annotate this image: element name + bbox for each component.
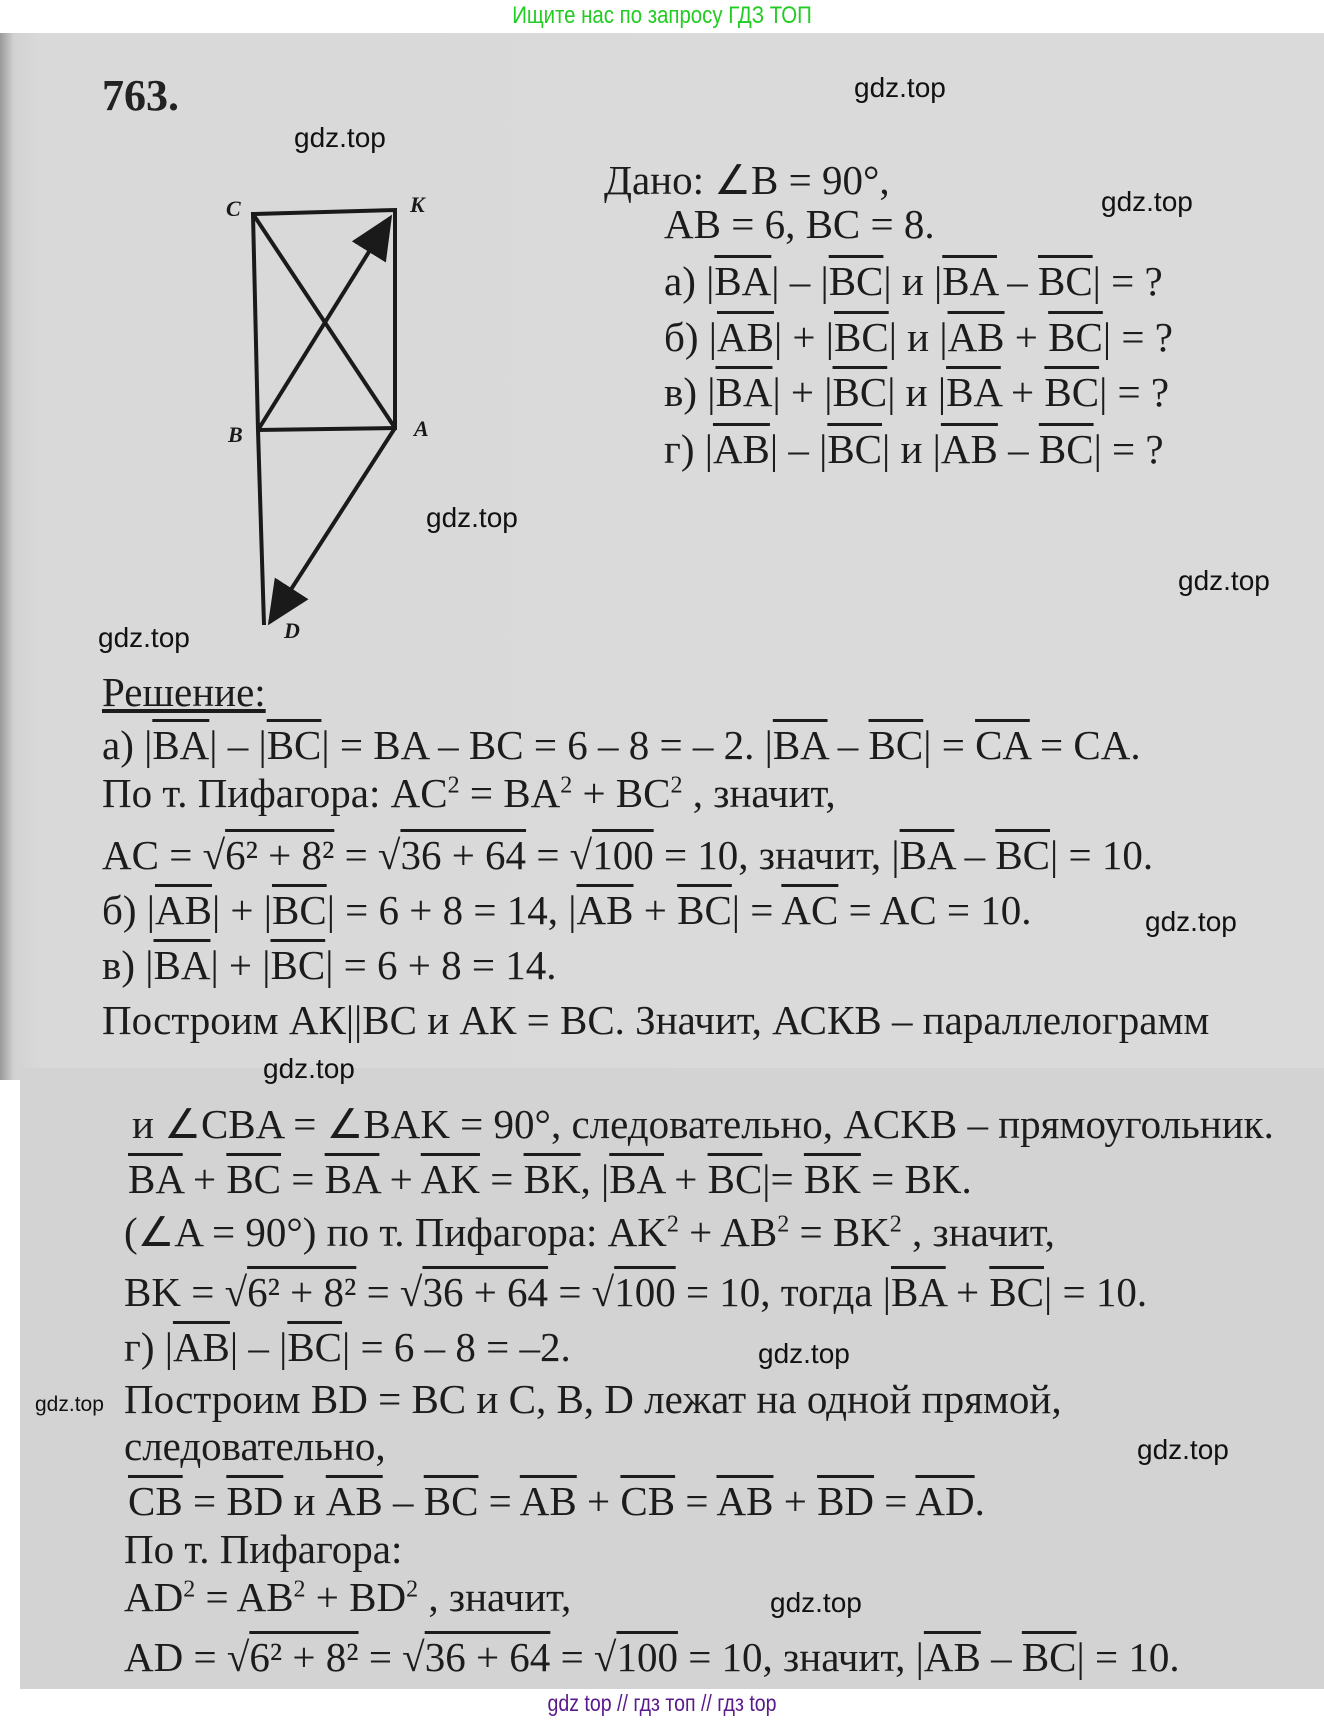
text-segment: = [479, 1156, 524, 1202]
exponent: 2 [560, 772, 573, 799]
vector-term: 6² + 8² [225, 832, 335, 878]
watermark: gdz.top [294, 122, 386, 153]
text-segment: + [633, 887, 678, 933]
text-segment: | = [731, 887, 782, 933]
exponent: 2 [777, 1211, 790, 1238]
text-segment: + [945, 1269, 990, 1315]
text-segment: | и | [888, 314, 948, 360]
vector-term: 6² + 8² [249, 1634, 359, 1680]
text-segment: AD = √ [124, 1634, 250, 1680]
text-line [102, 832, 1154, 878]
text-segment: (∠A = 90°) по т. Пифагора: AK [124, 1209, 667, 1255]
text-segment: = √ [358, 1634, 425, 1680]
text-line [102, 770, 836, 816]
footer-links[interactable]: gdz top // гдз топ // гдз top [547, 1690, 777, 1716]
vector-term: $\overline{BA}$ [715, 369, 773, 415]
label-b: B [228, 422, 243, 447]
vector-term: $\overline{BC}$ [834, 314, 889, 360]
text-segment: | = BA – BC = 6 – 8 = – 2. | [321, 722, 773, 768]
text-segment: | = 6 – 8 = –2. [342, 1324, 571, 1370]
text-line [132, 1101, 1274, 1147]
text-segment: Построим АК||ВС и АК = ВС. Значит, АСКВ – параллелограмм [102, 997, 1210, 1043]
vector-term: $\overline{AB}$ [154, 887, 212, 933]
vector-term: $\overline{BA}$ [942, 258, 997, 304]
text-line [102, 887, 1032, 933]
text-line [124, 1634, 1180, 1680]
text-line [124, 1269, 1148, 1315]
text-segment: – [382, 1478, 424, 1524]
vector-term: $\overline{CB}$ [128, 1478, 183, 1524]
vector-term: $\overline{BC}$ [266, 722, 322, 768]
vector-term: $\overline{BC}$ [989, 1269, 1045, 1315]
label-d: D [284, 618, 300, 643]
watermark: gdz.top [770, 1587, 862, 1618]
text-segment: , значит, [418, 1574, 572, 1620]
vector-term: $\overline{BC}$ [423, 1478, 479, 1524]
text-segment: = [281, 1156, 325, 1202]
exponent: 2 [666, 1211, 679, 1238]
vector-term: $\overline{AB}$ [923, 1634, 981, 1680]
label-c: C [226, 196, 241, 221]
vector-term: $\overline{BA}$ [153, 942, 211, 988]
text-segment: |= [762, 1156, 804, 1202]
exponent: 2 [889, 1211, 902, 1238]
vector-term: $\overline{BC}$ [1044, 369, 1100, 415]
text-segment: = [182, 1478, 227, 1524]
text-segment: – [980, 1634, 1022, 1680]
text-line [604, 157, 890, 203]
text-segment: | = 10. [1044, 1269, 1148, 1315]
vector-term: $\overline{BC}$ [287, 1324, 343, 1370]
text-segment: | = ? [1092, 258, 1163, 304]
vector-term: $\overline{AD}$ [915, 1478, 975, 1524]
vector-term: $\overline{CA}$ [975, 722, 1030, 768]
text-segment: | и | [882, 426, 941, 472]
vector-term: $\overline{BC}$ [827, 426, 883, 472]
text-line [128, 1156, 972, 1202]
vector-term: 36 + 64 [400, 832, 527, 878]
text-segment: + [379, 1156, 421, 1202]
text-segment: | = 6 + 8 = 14. [325, 942, 557, 988]
text-segment: а) | [102, 722, 153, 768]
vector-term: $\overline{AB}$ [172, 1324, 230, 1370]
text-segment: | – | [771, 258, 829, 304]
vector-term: 6² + 8² [247, 1269, 357, 1315]
vector-term: $\overline{BA}$ [609, 1156, 664, 1202]
search-banner[interactable]: Ищите нас по запросу ГДЗ ТОП [512, 2, 812, 29]
vector-term: $\overline{AB}$ [576, 887, 634, 933]
text-segment: + BC [572, 770, 671, 816]
text-segment: | + | [773, 314, 834, 360]
vector-term: 100 [592, 832, 654, 878]
text-segment: б) | [664, 314, 717, 360]
text-line [102, 997, 1210, 1043]
watermark: gdz.top [98, 622, 190, 653]
text-segment: = 10, тогда | [675, 1269, 891, 1315]
vector-term: $\overline{CB}$ [620, 1478, 676, 1524]
label-k: K [410, 192, 425, 217]
text-line [664, 258, 1163, 304]
text-segment: + [576, 1478, 621, 1524]
text-line [664, 369, 1170, 415]
text-segment: в) | [664, 369, 716, 415]
text-segment: – [996, 258, 1038, 304]
text-line [124, 1324, 571, 1370]
text-segment: в) | [102, 942, 154, 988]
vector-ad [270, 428, 395, 622]
vector-term: $\overline{BA}$ [772, 722, 828, 768]
text-segment: | = ? [1099, 369, 1170, 415]
text-segment: Дано: ∠B = 90°, [604, 157, 890, 203]
vector-term: $\overline{BC}$ [226, 1156, 282, 1202]
text-segment: б) | [102, 887, 155, 933]
vector-term: $\overline{BC}$ [995, 832, 1051, 878]
vector-term: $\overline{BA}$ [946, 369, 1001, 415]
vector-term: $\overline{BC}$ [707, 1156, 763, 1202]
watermark: gdz.top [758, 1338, 850, 1369]
text-segment: и ∠CBA = ∠BAK = 90°, следовательно, ACKB – прямоугольник. [132, 1101, 1274, 1147]
vector-term: $\overline{BC}$ [1048, 314, 1103, 360]
text-segment: = AB [195, 1574, 294, 1620]
vector-term: $\overline{BA}$ [152, 722, 210, 768]
text-segment: AB = 6, BC = 8. [664, 201, 935, 247]
vector-term: $\overline{BC}$ [828, 258, 884, 304]
vector-term: $\overline{BC}$ [832, 369, 888, 415]
solution-heading: Решение: [102, 669, 266, 715]
vector-term: $\overline{BC}$ [1021, 1634, 1077, 1680]
text-segment: + [1000, 369, 1045, 415]
text-segment: следовательно, [124, 1423, 386, 1469]
text-segment: + [1004, 314, 1049, 360]
text-segment: = BA [459, 770, 561, 816]
watermark: gdz.top [263, 1053, 355, 1084]
text-line [124, 1376, 1062, 1422]
vector-term: 36 + 64 [422, 1269, 549, 1315]
watermark: gdz.top [426, 502, 518, 533]
vector-term: $\overline{BC}$ [272, 887, 327, 933]
text-segment: а) | [664, 258, 715, 304]
watermark: gdz.top [1137, 1434, 1229, 1465]
text-line [124, 1209, 1055, 1255]
text-segment: AC = √ [102, 832, 226, 878]
text-segment: – [827, 722, 869, 768]
watermark: gdz.top [1101, 186, 1193, 217]
vector-term: $\overline{BA}$ [899, 832, 955, 878]
text-segment: По т. Пифагора: AC [102, 770, 448, 816]
text-line [664, 201, 935, 247]
text-line [124, 1526, 403, 1572]
text-segment: + [182, 1156, 227, 1202]
text-segment: По т. Пифагора: [124, 1526, 403, 1572]
vector-term: $\overline{AK}$ [420, 1156, 480, 1202]
text-segment: = [874, 1478, 916, 1524]
exponent: 2 [293, 1576, 306, 1603]
text-segment: – [954, 832, 996, 878]
exponent: 2 [447, 772, 460, 799]
text-line [102, 722, 1141, 768]
label-a: A [414, 416, 429, 441]
text-segment: | + | [211, 887, 272, 933]
text-segment: | и | [883, 258, 943, 304]
vector-term: 36 + 64 [424, 1634, 551, 1680]
text-segment: | = 10. [1050, 832, 1154, 878]
text-segment: , значит, [682, 770, 836, 816]
text-segment: | = [923, 722, 976, 768]
vector-term: $\overline{AB}$ [940, 426, 998, 472]
text-segment: = 10, значит, | [653, 832, 900, 878]
text-segment: . [974, 1478, 985, 1524]
text-line [102, 942, 557, 988]
vector-term: $\overline{BC}$ [868, 722, 924, 768]
text-segment: | + | [772, 369, 833, 415]
watermark: gdz.top [35, 1393, 104, 1416]
text-line [664, 314, 1173, 360]
text-segment: | – | [769, 426, 828, 472]
text-segment: = √ [334, 832, 401, 878]
text-segment: = √ [356, 1269, 423, 1315]
vector-term: $\overline{AB}$ [716, 1478, 774, 1524]
exponent: 2 [183, 1576, 196, 1603]
text-line [128, 1478, 985, 1524]
text-segment: , значит, [901, 1209, 1055, 1255]
vector-term: $\overline{BA}$ [890, 1269, 946, 1315]
text-segment: = CA. [1029, 722, 1141, 768]
text-segment: BK = √ [124, 1269, 248, 1315]
text-segment: = [478, 1478, 520, 1524]
vector-term: $\overline{BA}$ [128, 1156, 183, 1202]
vector-term: 100 [616, 1634, 678, 1680]
vector-term: $\overline{BA}$ [714, 258, 772, 304]
vector-term: $\overline{BD}$ [226, 1478, 284, 1524]
text-segment: | = 10. [1076, 1634, 1180, 1680]
text-segment: = √ [550, 1634, 617, 1680]
text-segment: | = ? [1093, 426, 1164, 472]
text-line [664, 426, 1164, 472]
text-segment: | – | [229, 1324, 288, 1370]
watermark: gdz.top [1178, 565, 1270, 596]
text-segment: + [663, 1156, 708, 1202]
text-segment: = BK. [860, 1156, 972, 1202]
vector-term: $\overline{BC}$ [270, 942, 326, 988]
text-segment: + [773, 1478, 818, 1524]
problem-number: 763. [102, 71, 179, 120]
vector-term: $\overline{BC}$ [1038, 426, 1094, 472]
text-segment: | и | [887, 369, 947, 415]
text-segment: , | [580, 1156, 610, 1202]
text-segment: = [675, 1478, 717, 1524]
vector-term: $\overline{BK}$ [523, 1156, 581, 1202]
text-segment: | = 6 + 8 = 14, | [326, 887, 577, 933]
vector-term: $\overline{BD}$ [817, 1478, 875, 1524]
watermark: gdz.top [854, 72, 946, 103]
vector-term: $\overline{AB}$ [519, 1478, 577, 1524]
text-segment: = √ [548, 1269, 615, 1315]
vector-term: 100 [614, 1269, 676, 1315]
text-segment: = √ [526, 832, 593, 878]
text-line [124, 1423, 386, 1469]
text-segment: г) | [124, 1324, 173, 1370]
text-segment: = AC = 10. [838, 887, 1032, 933]
vector-term: $\overline{AB}$ [712, 426, 770, 472]
text-segment: г) | [664, 426, 713, 472]
vector-term: $\overline{BC}$ [677, 887, 732, 933]
watermark: gdz.top [1145, 906, 1237, 937]
text-segment: Построим BD = BC и C, B, D лежат на одной прямой, [124, 1376, 1062, 1422]
exponent: 2 [406, 1576, 419, 1603]
line-bd [258, 430, 264, 625]
text-segment: и [283, 1478, 326, 1524]
exponent: 2 [670, 772, 683, 799]
text-segment: = BK [789, 1209, 890, 1255]
vector-term: $\overline{AC}$ [781, 887, 839, 933]
text-segment: | – | [209, 722, 267, 768]
text-segment: – [997, 426, 1039, 472]
text-segment: | = ? [1102, 314, 1173, 360]
text-segment: AD [124, 1574, 184, 1620]
vector-term: $\overline{AB}$ [947, 314, 1005, 360]
text-segment: = 10, значит, | [677, 1634, 924, 1680]
vector-term: $\overline{BK}$ [803, 1156, 861, 1202]
vector-term: $\overline{BC}$ [1037, 258, 1093, 304]
vector-term: $\overline{BA}$ [324, 1156, 380, 1202]
vector-term: $\overline{AB}$ [325, 1478, 383, 1524]
text-segment: + BD [305, 1574, 407, 1620]
text-segment: | + | [210, 942, 271, 988]
text-segment: + AB [678, 1209, 778, 1255]
text-line [124, 1574, 572, 1620]
vector-term: $\overline{AB}$ [716, 314, 774, 360]
